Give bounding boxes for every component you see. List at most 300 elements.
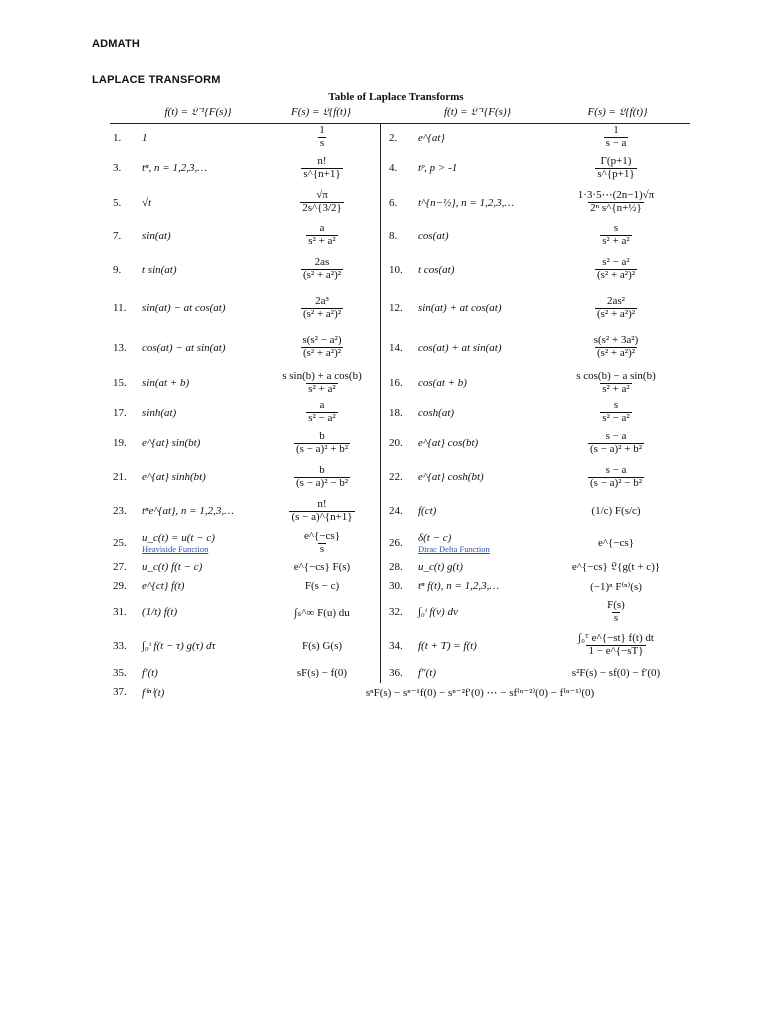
time-function (142, 528, 276, 558)
table-row (0, 328, 768, 367)
laplace-transform-expression: s²F(s) − sf(0) − f′(0) (571, 667, 661, 679)
laplace-transform-fraction (592, 335, 641, 359)
laplace-transform (545, 124, 687, 151)
entry-number-label: 23. (113, 505, 127, 517)
laplace-transform (266, 185, 378, 220)
laplace-transform (266, 576, 378, 596)
laplace-transform-denominator: (s − a)² − b² (590, 476, 642, 489)
table-row (0, 367, 768, 399)
laplace-transform-fraction (289, 499, 354, 523)
time-function-expression: u_c(t) = u(t − c) (142, 532, 215, 544)
time-function (142, 558, 276, 576)
time-function-expression: sin(at) (142, 229, 171, 242)
entry-number (113, 399, 137, 426)
entry-number-label: 5. (113, 196, 122, 209)
time-function-expression: e^{at} (418, 131, 445, 144)
laplace-transform-numerator: Γ(p+1) (600, 154, 632, 167)
time-function-expression: e^{at} cos(bt) (418, 437, 479, 449)
laplace-transform-denominator: s² + a² (308, 235, 336, 247)
laplace-transform (266, 628, 378, 663)
laplace-transform (266, 328, 378, 367)
entry-number (389, 528, 415, 558)
time-function-expression: u_c(t) g(t) (418, 561, 463, 573)
laplace-transform (545, 596, 687, 628)
entry-number (113, 220, 137, 251)
laplace-transform-denominator: (s − a)^{n+1} (291, 510, 353, 523)
time-function (142, 251, 276, 288)
entry-number-label: 12. (389, 302, 403, 314)
time-function (418, 628, 558, 663)
time-function-expression: f(ct) (418, 505, 437, 517)
laplace-transform-denominator: s (319, 542, 325, 555)
laplace-transform (545, 220, 687, 251)
table-row (0, 683, 768, 701)
laplace-transform (545, 663, 687, 683)
time-function-expression: cos(at + b) (418, 377, 467, 389)
time-function (418, 494, 558, 528)
course-title: ADMATH (92, 38, 141, 50)
laplace-transform (545, 576, 687, 596)
table-row (0, 251, 768, 288)
entry-number (113, 251, 137, 288)
time-function (142, 596, 276, 628)
time-function-expression: tⁿe^{at}, n = 1,2,3,… (142, 505, 234, 517)
entry-number-label: 13. (113, 341, 127, 354)
entry-number-label: 29. (113, 580, 127, 592)
laplace-transform-numerator: n! (317, 154, 327, 167)
laplace-transform-fraction (604, 125, 629, 149)
entry-number-label: 34. (389, 639, 403, 652)
laplace-transform-denominator: (s − a)² − b² (296, 476, 348, 489)
column-header-right-f: f(t) = 𝔏⁻¹{F(s)} (443, 106, 512, 118)
entry-number-label: 27. (113, 561, 127, 573)
entry-number-label: 31. (113, 606, 127, 618)
laplace-transform-numerator: 1·3·5⋯(2n−1)√π (577, 189, 655, 202)
time-function-expression: ∫₀ᵗ f(t − τ) g(τ) dτ (142, 639, 216, 652)
time-function (142, 367, 276, 399)
entry-number-label: 8. (389, 229, 398, 242)
laplace-transform-denominator: (s² + a²)² (596, 269, 636, 281)
time-function-expression: t sin(at) (142, 263, 177, 276)
laplace-transform (266, 220, 378, 251)
time-function-expression: sin(at + b) (142, 377, 190, 389)
entry-number-label: 1. (113, 131, 122, 144)
laplace-transform-fraction (595, 257, 637, 281)
entry-number-label: 11. (113, 302, 127, 314)
time-function-expression: tᵖ, p > -1 (418, 162, 458, 174)
laplace-transform-numerator: a (319, 222, 325, 235)
table-title: Table of Laplace Transforms (328, 91, 464, 103)
laplace-transform-denominator: (s² + a²)² (302, 307, 342, 320)
laplace-transform-numerator: s(s² − a²) (302, 334, 342, 347)
entry-number-label: 36. (389, 667, 403, 679)
laplace-transform-numerator: 1 (613, 124, 619, 137)
time-function (418, 399, 558, 426)
entry-number (389, 151, 415, 185)
entry-number-label: 21. (113, 471, 127, 483)
time-function (418, 185, 558, 220)
laplace-transform-fraction (576, 633, 656, 657)
laplace-transform-expression: F(s − c) (304, 580, 340, 592)
laplace-transform (266, 558, 378, 576)
time-function-expression: cos(at) + at sin(at) (418, 341, 502, 354)
laplace-transform-fraction (301, 296, 343, 320)
entry-number (389, 399, 415, 426)
time-function (418, 528, 558, 558)
time-function-expression: tⁿ f(t), n = 1,2,3,… (418, 580, 500, 592)
table-row (0, 596, 768, 628)
time-function (418, 426, 558, 460)
entry-number-label: 30. (389, 580, 403, 592)
entry-number (113, 628, 137, 663)
laplace-transform-numerator: s cos(b) − a sin(b) (576, 369, 656, 382)
laplace-transform-fraction (595, 296, 637, 320)
entry-number-label: 4. (389, 162, 398, 174)
laplace-transform (545, 399, 687, 426)
laplace-transform-numerator: 2a³ (315, 294, 329, 307)
laplace-transform (266, 124, 378, 151)
entry-number (113, 288, 137, 328)
laplace-transform (266, 596, 378, 628)
table-row (0, 494, 768, 528)
entry-number (113, 185, 137, 220)
laplace-transform (545, 151, 687, 185)
laplace-transform-fraction (306, 400, 337, 424)
time-function (418, 576, 558, 596)
laplace-transform (266, 663, 378, 683)
laplace-transform-expression: sF(s) − f(0) (296, 667, 348, 679)
entry-number-label: 9. (113, 263, 122, 276)
entry-number (389, 220, 415, 251)
entry-number-label: 18. (389, 406, 403, 419)
entry-number (389, 576, 415, 596)
time-function (142, 683, 276, 701)
laplace-transform (545, 251, 687, 288)
laplace-transform (266, 528, 378, 558)
laplace-transform-fraction (605, 600, 627, 624)
laplace-transform-numerator: a (319, 399, 325, 412)
time-function (418, 460, 558, 494)
entry-number-label: 25. (113, 537, 127, 549)
entry-number (389, 460, 415, 494)
time-function (418, 151, 558, 185)
time-function-expression: u_c(t) f(t − c) (142, 561, 203, 573)
time-function (142, 494, 276, 528)
laplace-transform-numerator: b (319, 429, 325, 442)
entry-number-label: 14. (389, 341, 403, 354)
table-row (0, 576, 768, 596)
time-function-expression: f′(t) (142, 667, 158, 679)
section-heading: LAPLACE TRANSFORM (92, 74, 221, 86)
laplace-transform-denominator: s^{n+1} (303, 167, 341, 180)
entry-number (113, 494, 137, 528)
laplace-transform-fraction (306, 223, 337, 247)
laplace-transform-fraction (294, 465, 350, 489)
laplace-transform (266, 367, 378, 399)
laplace-transform-denominator: s² − a² (602, 412, 630, 424)
laplace-transform-numerator: ∫₀ᵀ e^{−st} f(t) dt (578, 632, 654, 645)
laplace-transform (266, 494, 378, 528)
time-function-expression: sin(at) − at cos(at) (142, 302, 226, 314)
laplace-transform-denominator: 1 − e^{−sT} (588, 645, 644, 657)
laplace-transform (545, 528, 687, 558)
time-function (418, 558, 558, 576)
table-row (0, 288, 768, 328)
entry-number (113, 596, 137, 628)
laplace-transform (266, 151, 378, 185)
time-function (418, 288, 558, 328)
time-function (142, 185, 276, 220)
entry-number (389, 426, 415, 460)
time-function-expression: f″(t) (418, 667, 437, 679)
entry-number-label: 15. (113, 377, 127, 389)
column-header-left-f: f(t) = 𝔏⁻¹{F(s)} (164, 106, 232, 118)
time-function (418, 124, 558, 151)
entry-number-label: 28. (389, 561, 403, 573)
laplace-transform (545, 367, 687, 399)
laplace-transform (545, 185, 687, 220)
entry-number (113, 528, 137, 558)
entry-number-label: 32. (389, 606, 403, 618)
laplace-transform-denominator: s² + a² (308, 382, 336, 395)
table-row (0, 124, 768, 151)
time-function-expression: e^{ct} f(t) (142, 580, 185, 592)
laplace-transform-expression: e^{−cs} 𝔏{g(t + c)} (571, 560, 661, 573)
time-function-expression: cos(at) − at sin(at) (142, 341, 226, 354)
heaviside-function-link[interactable]: Heaviside Function (142, 544, 209, 554)
laplace-transform-denominator: s² − a² (308, 412, 336, 424)
time-function (418, 220, 558, 251)
laplace-transform-numerator: 2as (314, 256, 330, 269)
entry-number-label: 20. (389, 437, 403, 449)
entry-number-label: 6. (389, 196, 398, 209)
entry-number-label: 35. (113, 667, 127, 679)
laplace-transform-denominator: (s² + a²)² (302, 347, 342, 359)
time-function-expression: e^{at} sin(bt) (142, 437, 201, 449)
laplace-transform-fraction (574, 371, 658, 395)
laplace-transform-denominator: s² + a² (602, 235, 630, 247)
laplace-transform (545, 288, 687, 328)
entry-number-label: 3. (113, 162, 122, 174)
entry-number-label: 7. (113, 229, 122, 242)
laplace-transform-denominator: (s − a)² + b² (296, 442, 348, 455)
time-function (142, 460, 276, 494)
table-row (0, 628, 768, 663)
time-function (418, 251, 558, 288)
laplace-transform-denominator: 2s^{3/2} (302, 202, 342, 214)
laplace-transform-numerator: s − a (605, 463, 627, 476)
table-row (0, 460, 768, 494)
entry-number (389, 558, 415, 576)
entry-number-label: 19. (113, 437, 127, 449)
table-row (0, 220, 768, 251)
laplace-transform-numerator: s (613, 399, 619, 412)
laplace-transform-denominator: (s² + a²)² (302, 269, 342, 281)
laplace-transform-fraction (588, 431, 644, 455)
laplace-transform-fraction (317, 125, 327, 149)
laplace-transform (545, 558, 687, 576)
entry-number (113, 576, 137, 596)
laplace-transform-denominator: (s² + a²)² (596, 307, 636, 320)
dirac-delta-function-link[interactable]: Dirac Delta Function (418, 544, 490, 554)
entry-number (389, 288, 415, 328)
entry-number (389, 663, 415, 683)
laplace-transform-fraction (280, 371, 364, 395)
time-function-expression: t^{n−½}, n = 1,2,3,… (418, 196, 515, 209)
entry-number-label: 10. (389, 263, 403, 276)
entry-number (113, 151, 137, 185)
laplace-transform-numerator: s − a (605, 429, 627, 442)
time-function-expression: cosh(at) (418, 406, 455, 419)
laplace-transform-expression: e^{−cs} F(s) (293, 561, 351, 573)
laplace-transform-expression: sⁿF(s) − sⁿ⁻¹f(0) − sⁿ⁻²f′(0) ⋯ − sf⁽ⁿ⁻²⁾(0) − f⁽ⁿ⁻¹⁾(0) (365, 686, 595, 699)
entry-number-label: 37. (113, 686, 127, 698)
time-function-expression: sin(at) + at cos(at) (418, 302, 502, 314)
laplace-transform (266, 399, 378, 426)
laplace-transform-expression: (1/c) F(s/c) (591, 505, 641, 517)
laplace-transform (266, 288, 378, 328)
laplace-transform-denominator: s − a (605, 137, 627, 149)
time-function (418, 663, 558, 683)
laplace-transform-numerator: s (613, 222, 619, 235)
entry-number (113, 558, 137, 576)
entry-number (389, 367, 415, 399)
laplace-transform (545, 628, 687, 663)
laplace-transform (266, 426, 378, 460)
entry-number-label: 24. (389, 505, 403, 517)
laplace-transform-denominator: s (613, 611, 619, 624)
time-function-expression: tⁿ, n = 1,2,3,… (142, 162, 207, 174)
laplace-transform-numerator: n! (317, 497, 327, 510)
time-function (142, 399, 276, 426)
entry-number (113, 328, 137, 367)
entry-number-label: 16. (389, 377, 403, 389)
entry-number-label: 26. (389, 537, 403, 549)
time-function (142, 576, 276, 596)
time-function (142, 426, 276, 460)
time-function (142, 328, 276, 367)
laplace-transform-fraction (294, 431, 350, 455)
time-function (142, 628, 276, 663)
laplace-transform-denominator: s (319, 137, 325, 149)
laplace-transform-denominator: 2ⁿ s^{n+½} (590, 202, 642, 214)
entry-number (389, 596, 415, 628)
laplace-transform-fraction (301, 257, 343, 281)
laplace-transform-fraction (588, 465, 644, 489)
entry-number (389, 124, 415, 151)
laplace-transform (545, 328, 687, 367)
time-function-expression: f(t + T) = f(t) (418, 639, 477, 652)
entry-number (389, 628, 415, 663)
laplace-transform-numerator: 1 (319, 124, 325, 137)
laplace-transform-numerator: 2as² (607, 294, 625, 307)
entry-number (113, 367, 137, 399)
laplace-transform (545, 426, 687, 460)
laplace-transform-numerator: b (319, 463, 325, 476)
laplace-transform-fraction (576, 190, 656, 214)
entry-number (389, 328, 415, 367)
table-row (0, 151, 768, 185)
entry-number (113, 426, 137, 460)
laplace-transform-expression: e^{−cs} (598, 537, 634, 549)
laplace-transform-denominator: s^{p+1} (597, 167, 635, 180)
time-function-expression: cos(at) (418, 229, 449, 242)
time-function-expression: f⁽ⁿ⁾(t) (142, 686, 165, 699)
laplace-transform-denominator: (s² + a²)² (596, 347, 636, 359)
laplace-transform-expression: ∫ₛ^∞ F(u) du (294, 606, 350, 619)
entry-number (113, 683, 137, 701)
laplace-transform (266, 460, 378, 494)
laplace-transform-fraction (300, 190, 344, 214)
table-row (0, 426, 768, 460)
laplace-transform-fraction (300, 335, 343, 359)
entry-number (113, 460, 137, 494)
entry-number (389, 251, 415, 288)
time-function-expression: ∫₀ᵗ f(v) dv (418, 606, 458, 618)
laplace-transform-expression: (−1)ⁿ F⁽ⁿ⁾(s) (590, 580, 642, 593)
time-function-expression: sinh(at) (142, 406, 177, 419)
entry-number-label: 33. (113, 639, 127, 652)
laplace-transform (300, 683, 660, 701)
time-function-expression: δ(t − c) (418, 532, 452, 544)
table-row (0, 558, 768, 576)
laplace-transform-numerator: F(s) (607, 598, 625, 611)
laplace-transform-numerator: s(s² + 3a²) (593, 334, 639, 347)
laplace-transform-fraction (595, 156, 636, 180)
table-row (0, 185, 768, 220)
column-header-right-F: F(s) = 𝔏{f(t)} (587, 106, 648, 118)
time-function (142, 220, 276, 251)
time-function-expression: √t (142, 196, 152, 209)
laplace-transform-fraction (302, 531, 342, 555)
time-function (418, 596, 558, 628)
time-function-expression: t cos(at) (418, 263, 455, 276)
entry-number (389, 494, 415, 528)
time-function-expression: 1 (142, 131, 148, 144)
laplace-transform-fraction (301, 156, 342, 180)
time-function-expression: (1/t) f(t) (142, 606, 178, 618)
entry-number-label: 2. (389, 131, 398, 144)
laplace-transform (545, 460, 687, 494)
time-function (142, 124, 276, 151)
laplace-transform-fraction (600, 223, 631, 247)
time-function (142, 151, 276, 185)
entry-number (113, 124, 137, 151)
table-row (0, 528, 768, 558)
entry-number-label: 22. (389, 471, 403, 483)
laplace-transform (266, 251, 378, 288)
entry-number-label: 17. (113, 406, 127, 419)
laplace-transform-numerator: s sin(b) + a cos(b) (282, 369, 362, 382)
column-header-left-F: F(s) = 𝔏{f(t)} (290, 106, 351, 118)
laplace-transform (545, 494, 687, 528)
table-row (0, 399, 768, 426)
entry-number (389, 185, 415, 220)
laplace-transform-denominator: s² + a² (602, 382, 630, 395)
laplace-transform-expression: F(s) G(s) (301, 639, 343, 652)
laplace-transform-denominator: (s − a)² + b² (590, 442, 642, 455)
time-function-expression: e^{at} cosh(bt) (418, 471, 484, 483)
entry-number (113, 663, 137, 683)
table-row (0, 663, 768, 683)
time-function (142, 288, 276, 328)
time-function (418, 328, 558, 367)
laplace-transform-numerator: e^{−cs} (304, 529, 340, 542)
laplace-transform-fraction (600, 400, 631, 424)
time-function (142, 663, 276, 683)
laplace-transform-numerator: s² − a² (602, 256, 630, 269)
laplace-transform-numerator: √π (316, 189, 328, 202)
